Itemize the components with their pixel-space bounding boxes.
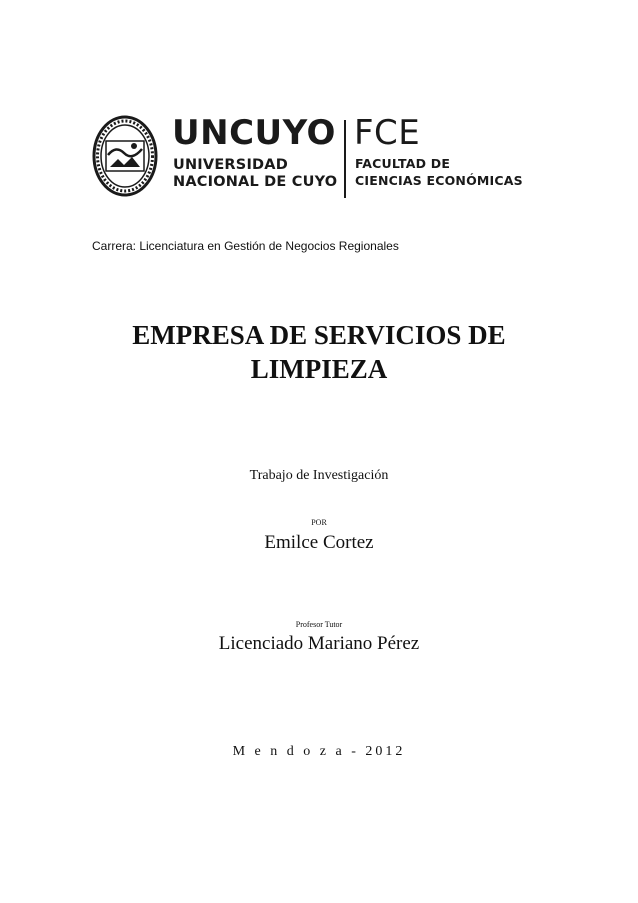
title-line-2: LIMPIEZA — [250, 354, 388, 384]
university-seal-icon — [92, 115, 158, 197]
fce-logo-text: FCE — [354, 113, 421, 153]
uncuyo-line-1: UNIVERSIDAD — [173, 157, 288, 173]
document-title — [60, 318, 578, 386]
career-label: Carrera: Licenciatura en Gestión de Negocios Regionales — [92, 239, 399, 253]
uncuyo-line-2: NACIONAL DE CUYO — [173, 174, 338, 190]
tutor-caption: Profesor Tutor — [295, 620, 343, 629]
logo-divider — [344, 120, 346, 198]
fce-line-1: FACULTAD DE — [355, 156, 451, 171]
title-line-1: EMPRESA DE SERVICIOS DE — [132, 320, 506, 350]
author-name: Emilce Cortez — [264, 532, 374, 553]
document-subtitle: Trabajo de Investigación — [249, 468, 389, 483]
uncuyo-logo-text: UNCUYO — [172, 113, 336, 153]
fce-line-2: CIENCIAS ECONÓMICAS — [355, 173, 523, 188]
place-and-year: M e n d o z a - 2012 — [232, 744, 406, 759]
tutor-name: Licenciado Mariano Pérez — [218, 633, 420, 654]
author-caption: POR — [311, 518, 327, 527]
institution-header — [86, 112, 546, 202]
